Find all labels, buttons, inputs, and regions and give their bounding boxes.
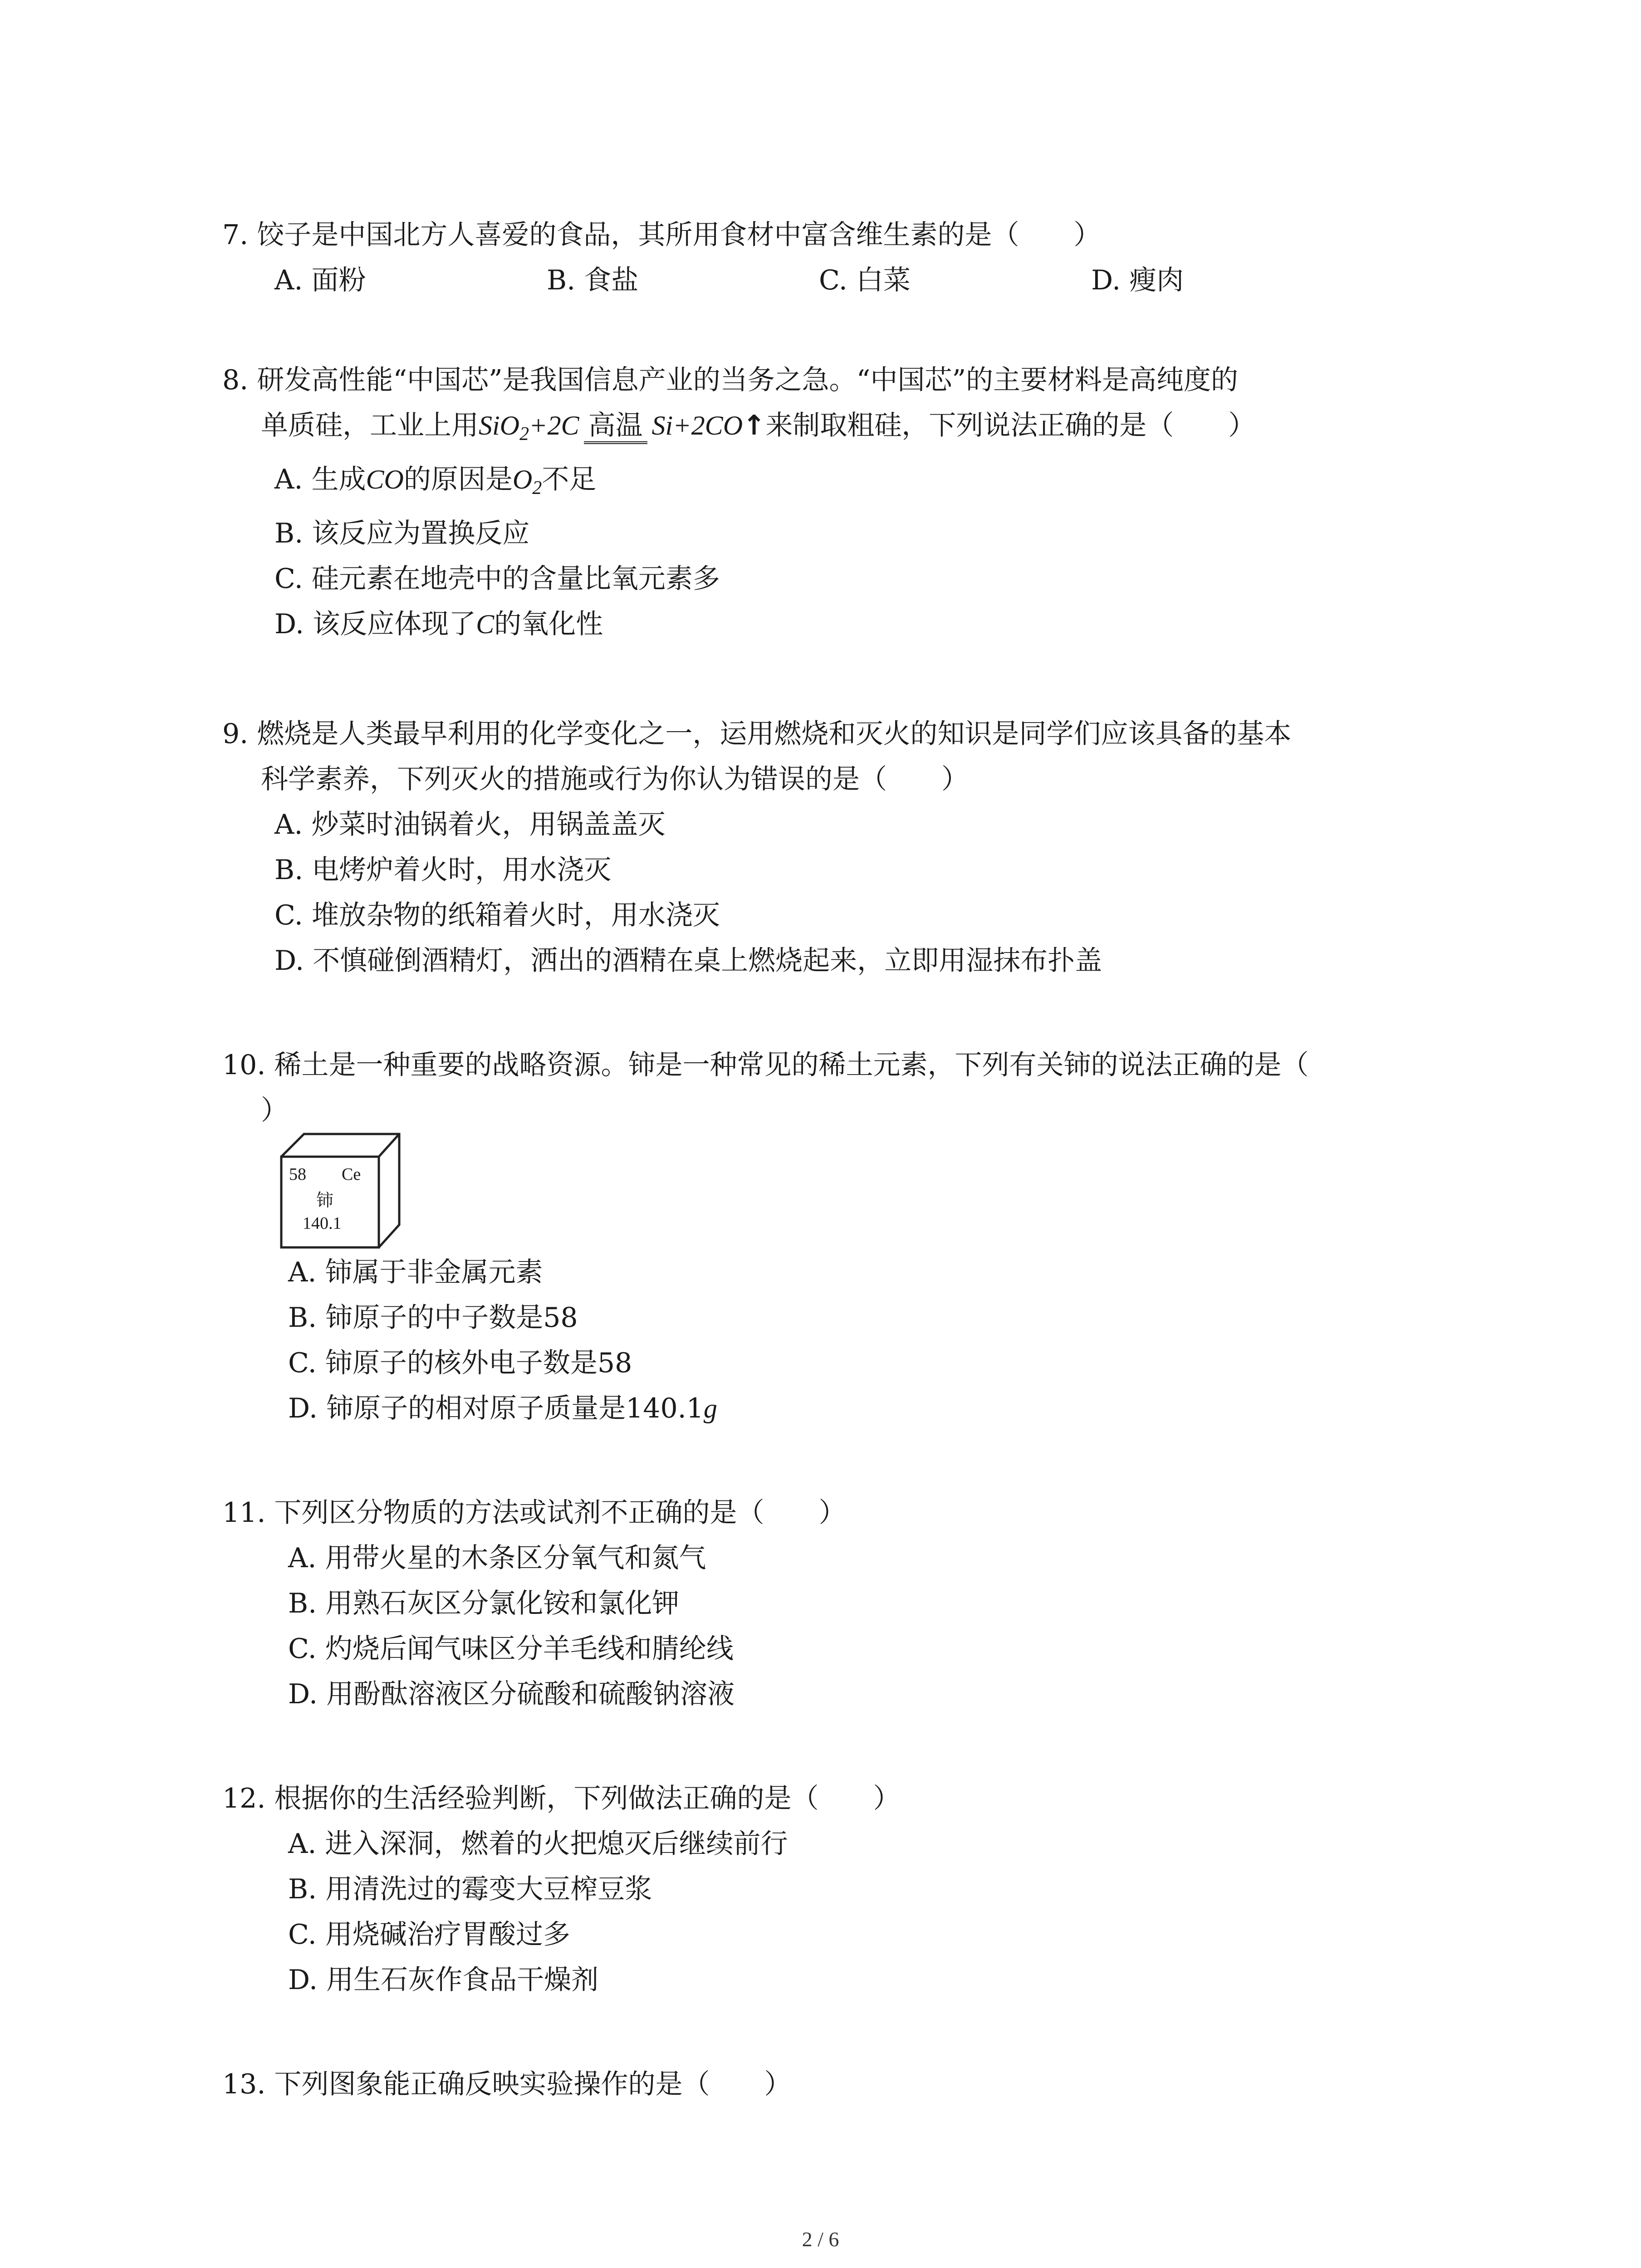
formula-products: Si+2CO — [652, 411, 743, 440]
formula-reactant-c: +2C — [529, 411, 579, 440]
option-d-suffix: 的氧化性 — [494, 608, 603, 640]
question-13 — [222, 2062, 1456, 2107]
option-d — [222, 601, 1456, 647]
option-b: B. 用清洗过的霉变大豆榨豆浆 — [288, 1873, 652, 1905]
option-d: D. 用酚酞溶液区分硫酸和硫酸钠溶液 — [288, 1678, 735, 1710]
option-d: D. 不慎碰倒酒精灯，洒出的酒精在桌上燃烧起来，立即用湿抹布扑盖 — [274, 945, 1102, 977]
option-c: C. 堆放杂物的纸箱着火时，用水浇灭 — [274, 899, 720, 931]
question-stem: 7. 饺子是中国北方人喜爱的食品，其所用食材中富含维生素的是（ ） — [222, 219, 1101, 251]
element-name: 铈 — [316, 1191, 334, 1210]
option-c: C. 灼烧后闻气味区分羊毛线和腈纶线 — [288, 1633, 734, 1665]
option-a-suffix: 不足 — [542, 464, 597, 495]
question-8 — [222, 357, 1456, 647]
formula-subscript: 2 — [519, 424, 529, 445]
question-stem-line-2: ） — [261, 1095, 288, 1126]
formula-o: O — [512, 464, 533, 494]
option-b: B. 电烤炉着火时，用水浇灭 — [274, 854, 612, 886]
option-a-mid: 的原因是 — [403, 464, 513, 495]
question-9 — [222, 711, 1456, 983]
question-stem: 12. 根据你的生活经验判断，下列做法正确的是（ ） — [222, 1783, 901, 1814]
formula-subscript: 2 — [532, 478, 542, 499]
question-10-options — [222, 1250, 1456, 1431]
option-a — [222, 457, 1456, 511]
question-11 — [222, 1490, 1456, 1717]
question-stem-line-1: 8. 研发高性能“中国芯”是我国信息产业的当务之急。“中国芯”的主要材料是高纯度的 — [222, 364, 1239, 396]
stem-suffix: 来制取粗硅，下列说法正确的是（ ） — [765, 410, 1256, 441]
question-10 — [222, 1042, 1456, 1133]
question-stem: 11. 下列区分物质的方法或试剂不正确的是（ ） — [222, 1497, 846, 1529]
formula-c: C — [476, 609, 495, 639]
gas-arrow-icon: ↑ — [743, 410, 766, 441]
option-a: A. 铈属于非金属元素 — [288, 1256, 543, 1288]
option-a-prefix: A. 生成 — [274, 464, 366, 495]
option-c: C. 硅元素在地壳中的含量比氧元素多 — [274, 563, 720, 595]
question-12 — [222, 1776, 1456, 2003]
option-b: B. 该反应为置换反应 — [274, 518, 530, 549]
question-7 — [222, 212, 1456, 303]
unit-g: g — [703, 1393, 717, 1423]
option-d: D. 瘦肉 — [1091, 264, 1184, 296]
option-c: C. 用烧碱治疗胃酸过多 — [288, 1919, 570, 1950]
page-number: 2 / 6 — [802, 2228, 839, 2251]
atomic-mass: 140.1 — [303, 1214, 342, 1233]
option-d-prefix: D. 该反应体现了 — [274, 608, 476, 640]
reaction-condition: 高温 — [584, 410, 647, 444]
formula-reactant-sio: SiO — [479, 411, 519, 440]
element-card-cerium — [279, 1132, 402, 1250]
element-symbol: Ce — [342, 1165, 361, 1184]
stem-prefix: 单质硅，工业上用 — [261, 410, 479, 441]
option-b: B. 铈原子的中子数是58 — [288, 1302, 578, 1334]
formula-co: CO — [366, 464, 404, 494]
option-b: B. 用熟石灰区分氯化铵和氯化钾 — [288, 1588, 680, 1619]
option-a: A. 面粉 — [274, 264, 366, 296]
question-stem-line-2: 科学素养，下列灭火的措施或行为你认为错误的是（ ） — [261, 763, 969, 795]
option-c: C. 白菜 — [819, 264, 911, 296]
option-d: D. 用生石灰作食品干燥剂 — [288, 1964, 599, 1996]
question-stem: 13. 下列图象能正确反映实验操作的是（ ） — [222, 2068, 792, 2100]
question-stem-line-2 — [222, 403, 1456, 457]
option-c: C. 铈原子的核外电子数是58 — [288, 1347, 632, 1379]
option-a: A. 炒菜时油锅着火，用锅盖盖灭 — [274, 809, 666, 841]
question-stem-line-1: 9. 燃烧是人类最早利用的化学变化之一，运用燃烧和灭火的知识是同学们应该具备的基本 — [222, 718, 1292, 750]
question-stem-line-1: 10. 稀土是一种重要的战略资源。铈是一种常见的稀土元素，下列有关铈的说法正确的是（ — [222, 1049, 1309, 1081]
options-row — [222, 258, 1456, 303]
option-d-prefix: D. 铈原子的相对原子质量是140.1 — [288, 1393, 704, 1424]
option-d — [222, 1386, 1456, 1431]
option-b: B. 食盐 — [547, 264, 639, 296]
atomic-number: 58 — [289, 1165, 306, 1184]
option-a: A. 用带火星的木条区分氧气和氮气 — [288, 1542, 706, 1574]
option-a: A. 进入深洞，燃着的火把熄灭后继续前行 — [288, 1828, 788, 1860]
